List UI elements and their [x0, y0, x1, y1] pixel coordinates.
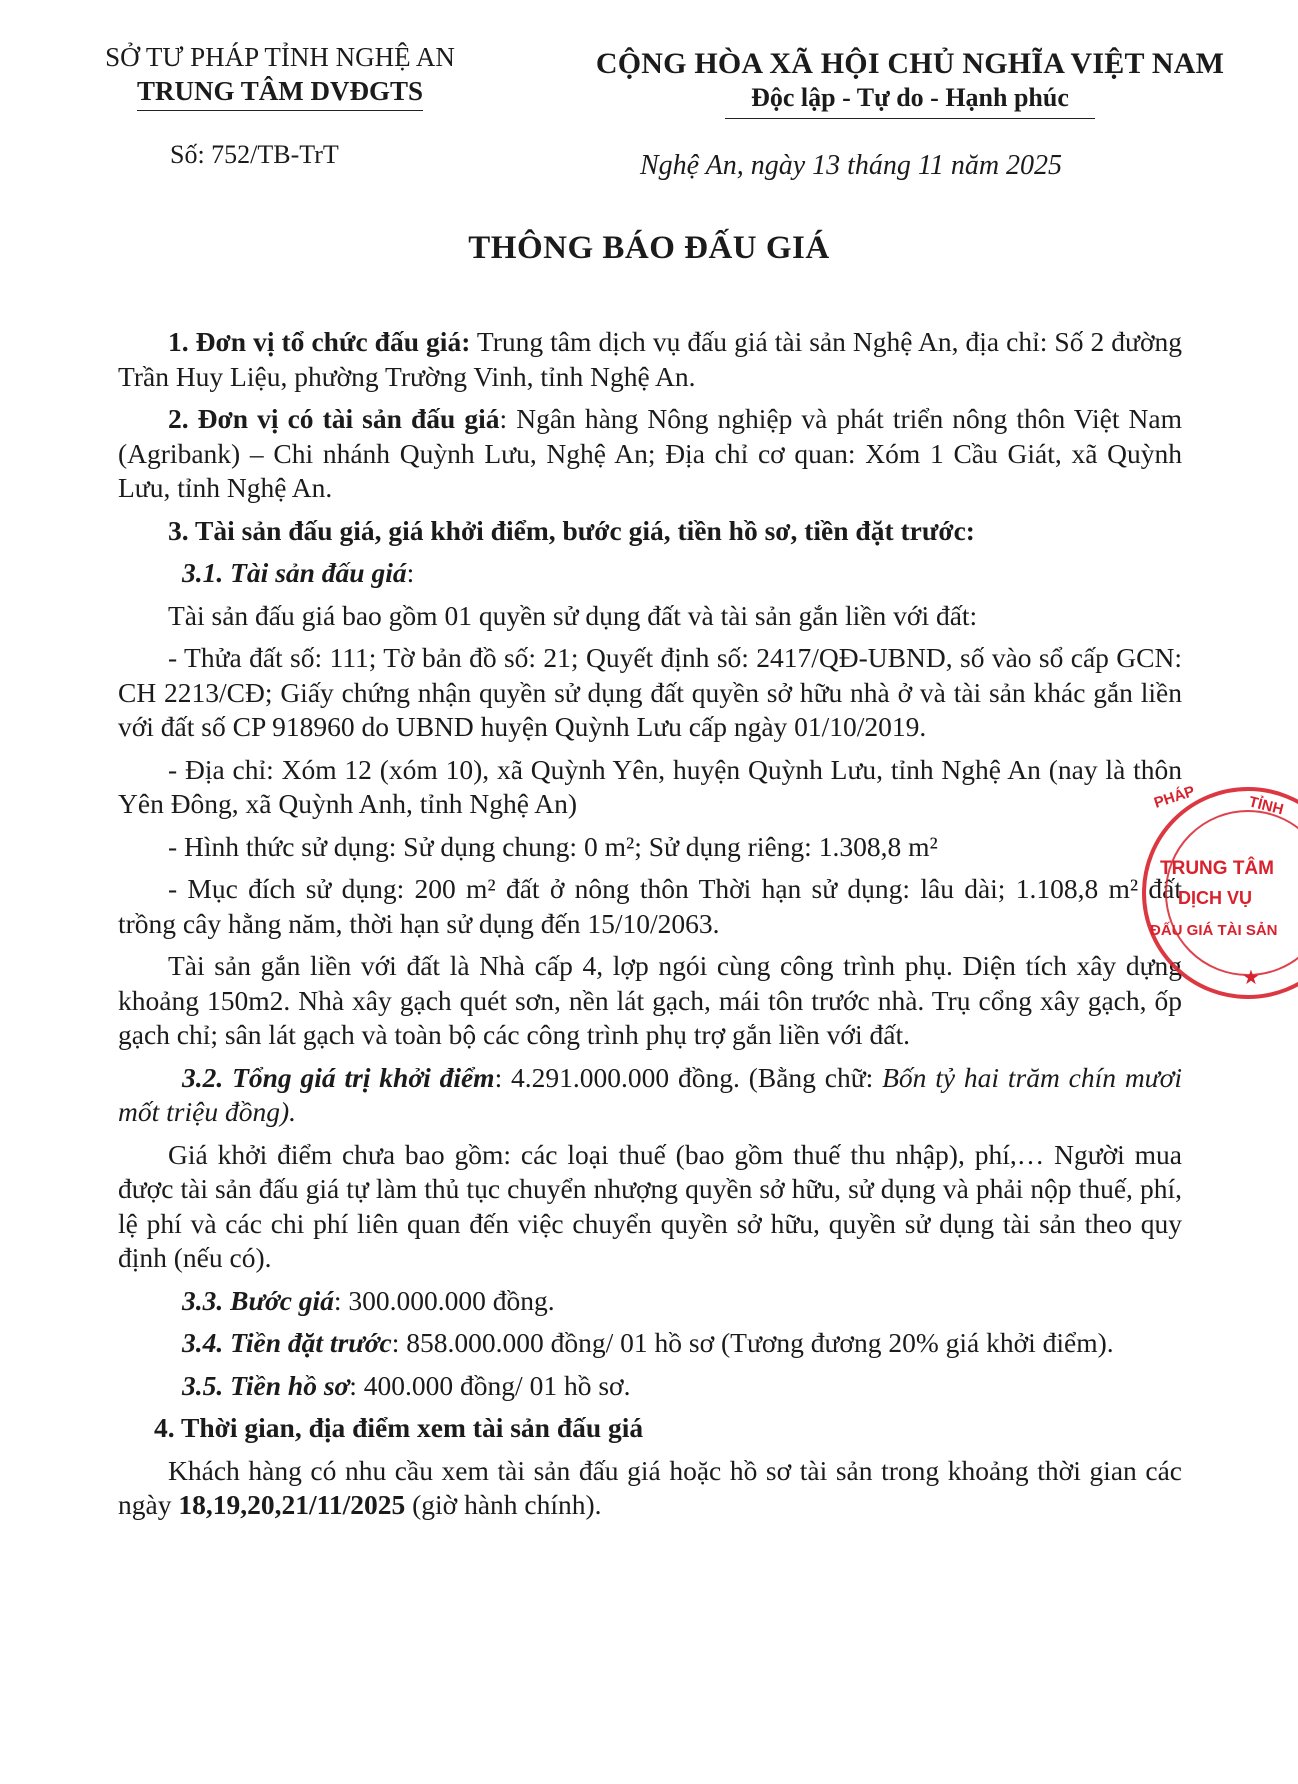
section-1-text: Trung tâm dịch vụ đấu giá tài sản Nghệ An, địa chỉ: Số 2 đường Trần Huy Liệu, phường Trường Vinh, tỉnh Nghệ An.	[118, 326, 1182, 392]
section-3-heading-text: 3. Tài sản đấu giá, giá khởi điểm, bước giá, tiền hồ sơ, tiền đặt trước:	[168, 514, 975, 546]
section-3-heading	[118, 514, 1182, 549]
asset-intro: Tài sản đấu giá bao gồm 01 quyền sử dụng đất và tài sản gắn liền với đất:	[168, 599, 978, 631]
seal-ring-right: TỈNH	[1247, 793, 1286, 819]
section-3-2-label: 3.2. Tổng giá trị khởi điểm	[182, 1061, 495, 1093]
deposit-amount: : 858.000.000 đồng/ 01 hồ sơ (Tương đương 20% giá khởi điểm).	[391, 1327, 1114, 1358]
viewing-dates: 18,19,20,21/11/2025	[178, 1489, 406, 1520]
section-3-1-colon: :	[406, 557, 415, 588]
section-2-text: : Ngân hàng Nông nghiệp và phát triển nông thôn Việt Nam (Agribank) – Chi nhánh Quỳnh Lưu, Nghệ An; Địa chỉ cơ quan: Xóm 1 Cầu Giát, xã Quỳnh Lưu, tỉnh Nghệ An.	[118, 403, 1183, 503]
national-title: CỘNG HÒA XÃ HỘI CHỦ NGHĨA VIỆT NAM	[595, 47, 1225, 80]
starting-price: : 4.291.000.000 đồng. (Bằng chữ:	[494, 1061, 883, 1093]
seal-line-3: ĐẤU GIÁ TÀI SẢN	[1150, 922, 1278, 939]
section-3-4-label: 3.4. Tiền đặt trước	[182, 1327, 392, 1358]
bid-step: : 300.000.000 đồng.	[333, 1284, 555, 1316]
red-seal-stamp	[1120, 782, 1298, 1004]
seal-star-icon: ★	[1242, 967, 1260, 989]
starting-price-note: Giá khởi điểm chưa bao gồm: các loại thuế (bao gồm thuế thu nhập), phí,… Người mua được tài sản đấu giá tự làm thủ tục chuyển nhượng quyền sở hữu, sử dụng và phải nộp thuế, phí, lệ phí và các chi phí liên quan đến việc chuyển quyền sở hữu, quyền sử dụng tài sản theo quy định (nếu có).	[118, 1138, 1182, 1273]
section-4-text	[118, 1454, 1182, 1523]
section-3-1-label: 3.1. Tài sản đấu giá	[182, 557, 407, 588]
viewing-hours: (giờ hành chính).	[405, 1489, 602, 1520]
section-3-1	[118, 556, 1182, 591]
section-3-3-label: 3.3. Bước giá	[182, 1284, 334, 1316]
section-1-label: 1. Đơn vị tổ chức đấu giá:	[168, 326, 471, 357]
seal-line-2: DỊCH VỤ	[1178, 888, 1253, 908]
national-header	[565, 46, 1255, 119]
document-number: Số: 752/TB-TrT	[170, 140, 339, 169]
section-3-4	[118, 1326, 1182, 1361]
section-2-label: 2. Đơn vị có tài sản đấu giá	[168, 403, 500, 434]
parent-agency: SỞ TƯ PHÁP TỈNH NGHỆ AN	[105, 42, 455, 72]
section-4-heading-text: 4. Thời gian, địa điểm xem tài sản đấu giá	[154, 1412, 644, 1443]
section-3-5-label: 3.5. Tiền hồ sơ	[182, 1369, 350, 1401]
seal-line-1: TRUNG TÂM	[1160, 858, 1274, 879]
issuing-organization: TRUNG TÂM DVĐGTS	[137, 74, 423, 111]
asset-bullet-address: - Địa chỉ: Xóm 12 (xóm 10), xã Quỳnh Yên, huyện Quỳnh Lưu, tỉnh Nghệ An (nay là thôn Yên Đông, xã Quỳnh Anh, tỉnh Nghệ An)	[118, 753, 1182, 819]
section-3-3	[118, 1284, 1182, 1319]
application-fee: : 400.000 đồng/ 01 hồ sơ.	[349, 1369, 631, 1401]
viewing-text: Khách hàng có nhu cầu xem tài sản đấu giá hoặc hồ sơ tài sản trong khoảng thời gian các ngày	[118, 1454, 1182, 1520]
place-and-date: Nghệ An, ngày 13 tháng 11 năm 2025	[640, 150, 1063, 181]
seal-ring-left: PHÁP	[1151, 782, 1197, 812]
asset-bullet-usage-purpose: - Mục đích sử dụng: 200 m² đất ở nông thôn Thời hạn sử dụng: lâu dài; 1.108,8 m² đất trồng cây hằng năm, thời hạn sử dụng đến 15/10/2063.	[118, 873, 1182, 939]
attached-assets: Tài sản gắn liền với đất là Nhà cấp 4, lợp ngói cùng công trình phụ. Diện tích xây dựng khoảng 150m2. Nhà xây gạch quét sơn, nền lát gạch, mái tôn trước nhà. Trụ cổng xây gạch, ốp gạch chỉ; sân lát gạch và toàn bộ các công trình phụ trợ gắn liền với đất.	[118, 950, 1182, 1050]
section-3-2	[118, 1061, 1182, 1130]
document-body	[118, 325, 1182, 1531]
issuer-block	[60, 40, 500, 111]
document-title: THÔNG BÁO ĐẤU GIÁ	[468, 230, 830, 266]
national-motto: Độc lập - Tự do - Hạnh phúc	[725, 82, 1095, 119]
section-2	[118, 402, 1182, 506]
starting-price-words: Bốn tỷ hai trăm chín mươi mốt triệu đồng).	[118, 1061, 1182, 1127]
section-1	[118, 325, 1182, 394]
asset-bullet-parcel: - Thửa đất số: 111; Tờ bản đồ số: 21; Quyết định số: 2417/QĐ-UBND, số vào sổ cấp GCN: CH 2213/CĐ; Giấy chứng nhận quyền sử dụng đất quyền sở hữu nhà ở và tài sản khác gắn liền với đất số CP 918960 do UBND huyện Quỳnh Lưu cấp ngày 01/10/2019.	[118, 642, 1182, 742]
asset-bullet-usage-form: - Hình thức sử dụng: Sử dụng chung: 0 m²; Sử dụng riêng: 1.308,8 m²	[168, 830, 938, 862]
section-3-5	[118, 1369, 1182, 1404]
section-4-heading	[118, 1411, 1182, 1446]
